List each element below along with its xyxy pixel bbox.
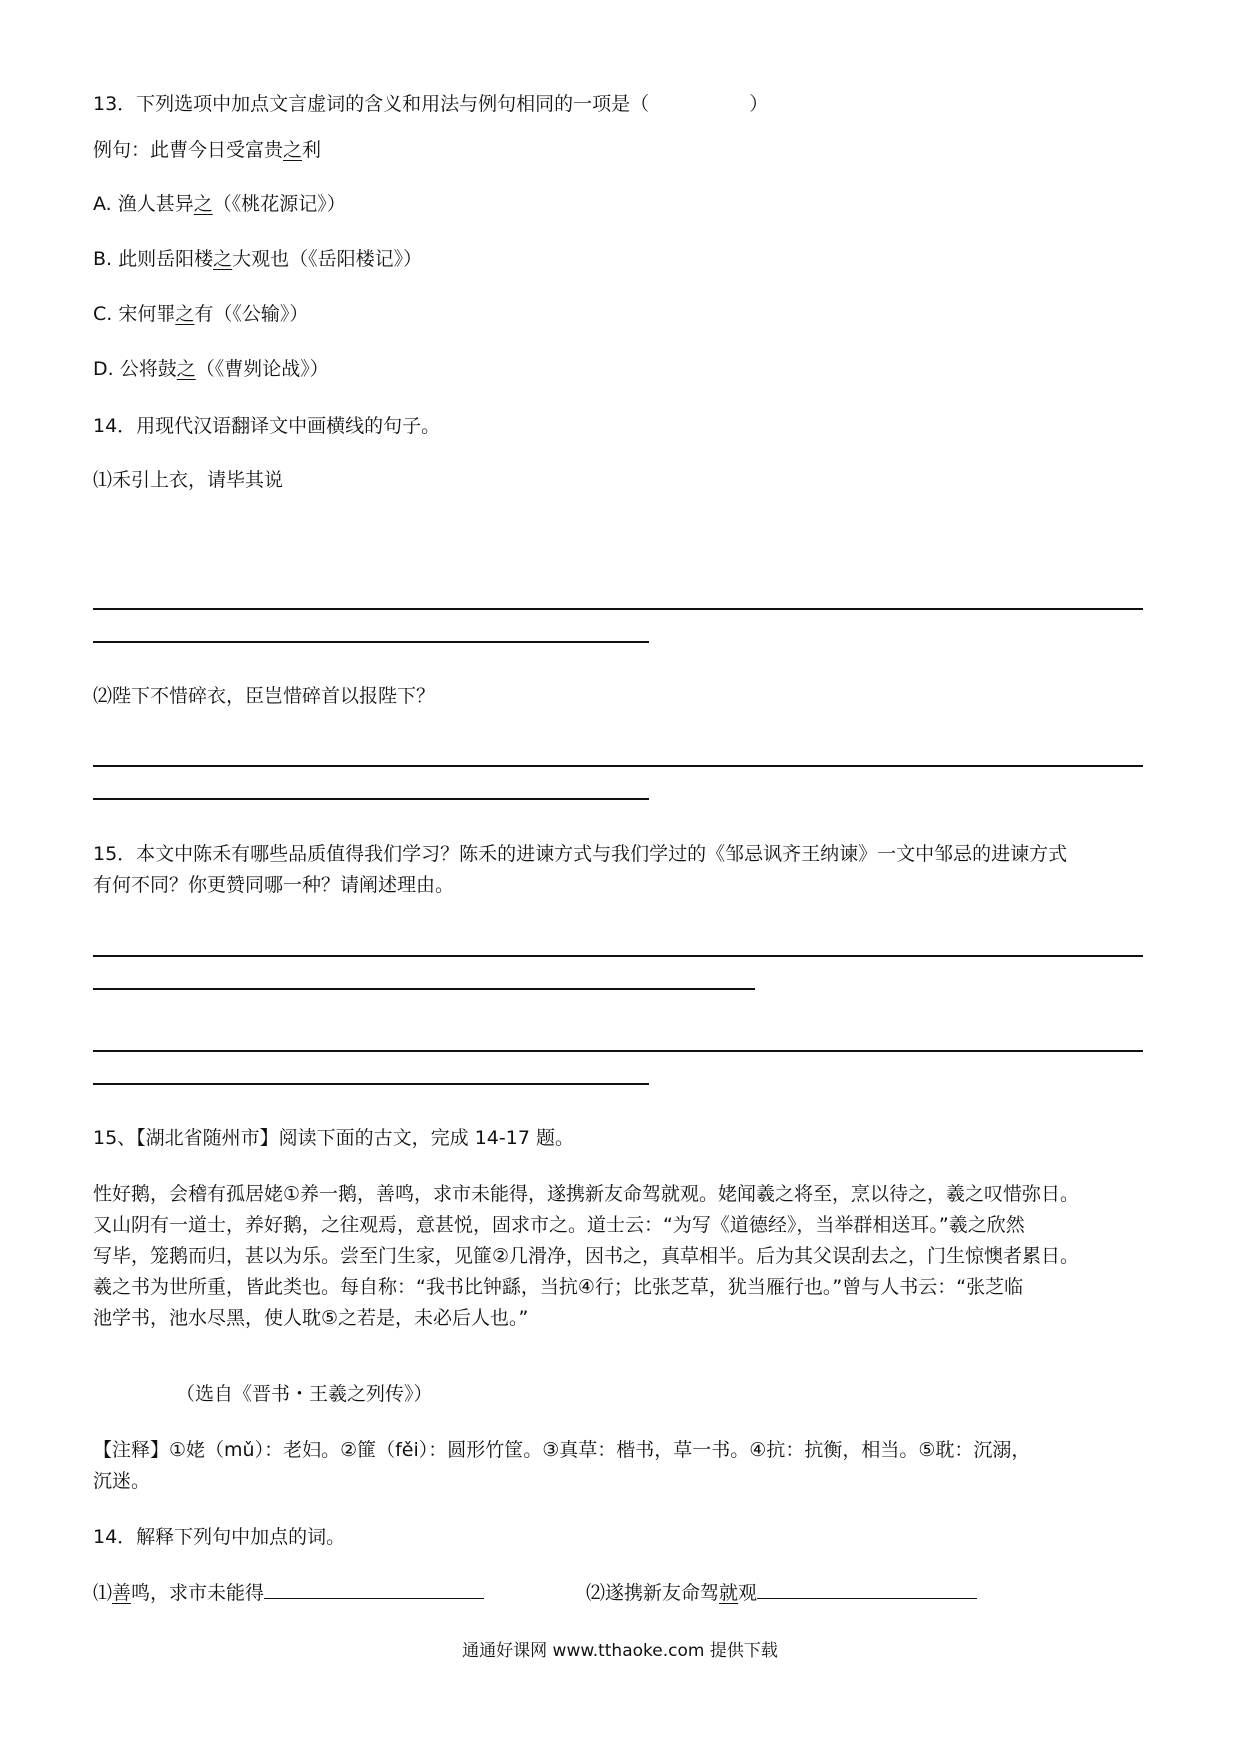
option-b-mark: 之: [213, 248, 233, 270]
option-c-pre: C. 宋何罪: [93, 303, 176, 325]
passage-line-4: 羲之书为世所重，皆此类也。每自称：“我书比钟繇，当抗④行；比张芝草，犹当雁行也。”曾与人书云：“张芝临: [93, 1276, 1024, 1298]
option-a-post: （《桃花源记》）: [212, 193, 346, 215]
answer-blank[interactable]: [757, 1597, 977, 1599]
q14b-stem: 14．解释下列句中加点的词。: [93, 1526, 346, 1548]
q13-option-a: [93, 190, 346, 218]
q14a-sentence-2: ⑵陛下不惜碎衣，臣岂惜碎首以报陛下？: [93, 685, 436, 707]
q13-stem-line: [93, 90, 768, 118]
q13-stem: 13．下列选项中加点文言虚词的含义和用法与例句相同的一项是（: [93, 93, 650, 115]
option-d-post: （《曹刿论战》）: [195, 358, 329, 380]
answer-line[interactable]: [93, 641, 649, 643]
q13-option-c: [93, 300, 308, 328]
item-2-pre: ⑵遂携新友命驾: [586, 1582, 720, 1604]
example-suffix: 利: [302, 139, 322, 161]
option-c-mark: 之: [175, 303, 195, 325]
q15a-line-1: 15．本文中陈禾有哪些品质值得我们学习？陈禾的进谏方式与我们学过的《邹忌讽齐王纳谏》一文中邹忌的进谏方式: [93, 843, 1068, 865]
option-d-mark: 之: [176, 358, 196, 380]
q13-option-b: [93, 245, 422, 273]
option-a-mark: 之: [193, 193, 213, 215]
answer-line[interactable]: [93, 765, 1143, 767]
answer-line[interactable]: [93, 1083, 649, 1085]
q15a-line-2: 有何不同？你更赞同哪一种？请阐述理由。: [93, 874, 455, 896]
item-1-post: 鸣，求市未能得: [131, 1582, 265, 1604]
answer-line[interactable]: [93, 1050, 1143, 1052]
notes-line-2: 沉迷。: [93, 1470, 151, 1492]
q13-paren-close: ）: [749, 93, 769, 115]
passage-line-3: 写毕，笼鹅而归，甚以为乐。尝至门生家，见篚②几滑净，因书之，真草相半。后为其父误刮去之，门生惊懊者累日。: [93, 1245, 1080, 1267]
q13-example: [93, 136, 321, 164]
item-1-pre: ⑴: [93, 1582, 113, 1604]
q14a-sentence-1: ⑴禾引上衣，请毕其说: [93, 469, 284, 491]
q14b-item-1: [93, 1579, 484, 1607]
option-a-pre: A. 渔人甚异: [93, 193, 194, 215]
option-b-pre: B. 此则岳阳楼: [93, 248, 214, 270]
passage-line-5: 池学书，池水尽黑，使人耽⑤之若是，未必后人也。”: [93, 1307, 529, 1329]
item-1-mark: 善: [112, 1582, 132, 1604]
option-d-pre: D. 公将鼓: [93, 358, 177, 380]
answer-line[interactable]: [93, 955, 1143, 957]
answer-line[interactable]: [93, 988, 755, 990]
option-b-post: 大观也（《岳阳楼记》）: [232, 248, 423, 270]
item-2-post: 观: [738, 1582, 758, 1604]
section-heading: 15、【湖北省随州市】阅读下面的古文，完成 14-17 题。: [93, 1127, 574, 1149]
answer-blank[interactable]: [264, 1597, 484, 1599]
q13-option-d: [93, 355, 329, 383]
passage-source: （选自《晋书・王羲之列传》）: [176, 1383, 433, 1405]
item-2-mark: 就: [719, 1582, 739, 1604]
example-mark: 之: [283, 139, 303, 161]
answer-line[interactable]: [93, 608, 1143, 610]
q14a-stem: 14．用现代汉语翻译文中画横线的句子。: [93, 415, 441, 437]
passage-line-1: 性好鹅，会稽有孤居姥①养一鹅，善鸣，求市未能得，遂携新友命驾就观。姥闻羲之将至，烹以待之，羲之叹惜弥日。: [93, 1183, 1080, 1205]
answer-line[interactable]: [93, 798, 649, 800]
q14b-item-2: [586, 1579, 977, 1607]
option-c-post: 有（《公输》）: [194, 303, 309, 325]
notes-line-1: 【注释】①姥（mǔ）：老妇。②篚（fěi）：圆形竹筐。③真草：楷书，草一书。④抗：抗衡，相当。⑤耽：沉溺，: [93, 1439, 1031, 1461]
example-prefix: 例句：此曹今日受富贵: [93, 139, 284, 161]
page-footer: 通通好课网 www.tthaoke.com 提供下载: [462, 1641, 778, 1661]
passage-line-2: 又山阴有一道士，养好鹅，之往观焉，意甚悦，固求市之。道士云：“为写《道德经》，当举群相送耳。”羲之欣然: [93, 1214, 1025, 1236]
